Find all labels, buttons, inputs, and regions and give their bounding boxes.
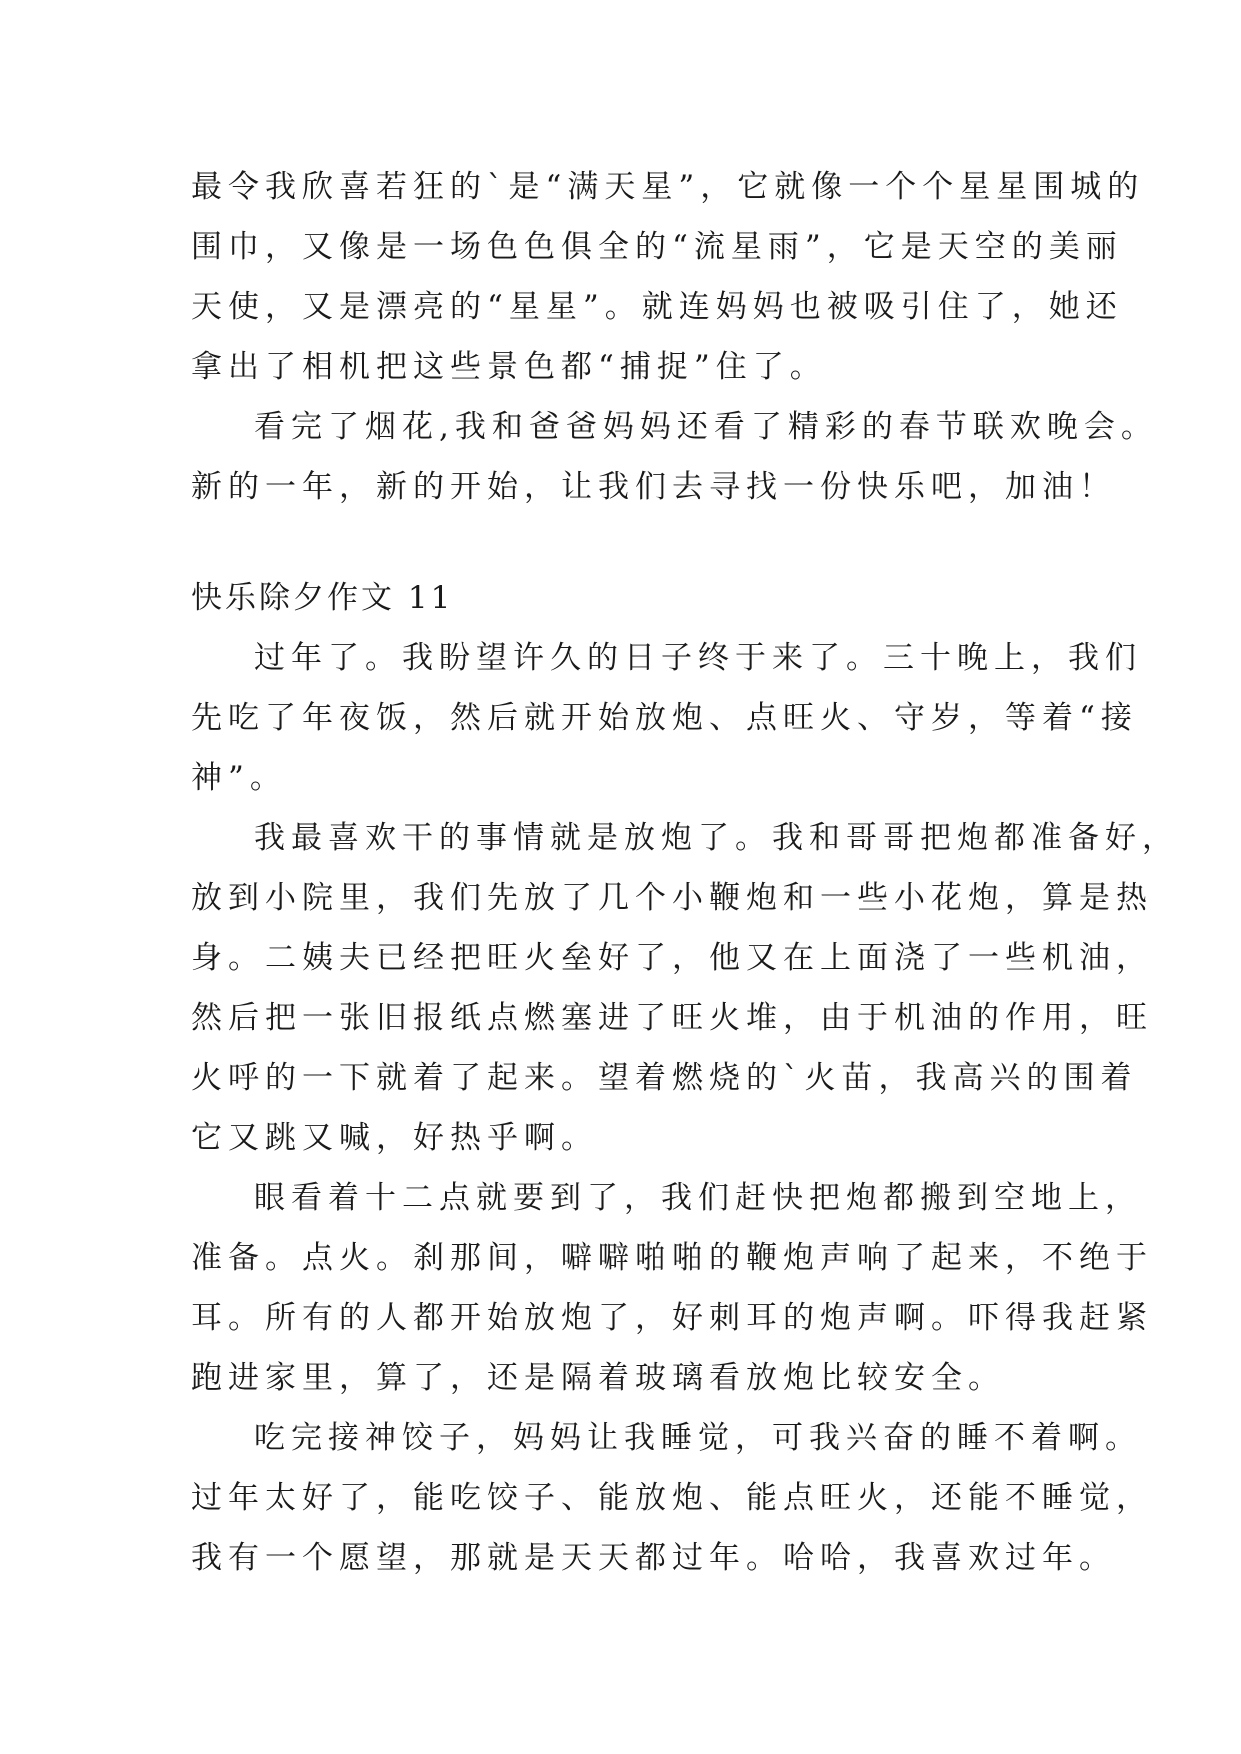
paragraph-line: 最令我欣喜若狂的`是“满天星”，它就像一个个星星围城的: [191, 169, 1145, 205]
paragraph-line: 准备。点火。刹那间，噼噼啪啪的鞭炮声响了起来，不绝于: [191, 1240, 1153, 1276]
paragraph-line: 火呼的一下就着了起来。望着燃烧的`火苗，我高兴的围着: [191, 1060, 1138, 1096]
paragraph-line: 眼看着十二点就要到了，我们赶快把炮都搬到空地上，: [254, 1180, 1142, 1216]
paragraph-line: 然后把一张旧报纸点燃塞进了旺火堆，由于机油的作用，旺: [191, 1000, 1153, 1036]
paragraph-line: 吃完接神饺子，妈妈让我睡觉，可我兴奋的睡不着啊。: [254, 1420, 1142, 1456]
section-title: 快乐除夕作文 11: [191, 580, 454, 616]
paragraph-line: 放到小院里，我们先放了几个小鞭炮和一些小花炮，算是热: [191, 880, 1153, 916]
paragraph-line: 我有一个愿望，那就是天天都过年。哈哈，我喜欢过年。: [191, 1540, 1116, 1576]
paragraph-line: 看完了烟花,我和爸爸妈妈还看了精彩的春节联欢晚会。: [254, 409, 1158, 445]
paragraph-line: 神”。: [191, 760, 287, 796]
paragraph-line: 围巾，又像是一场色色俱全的“流星雨”，它是天空的美丽: [191, 229, 1123, 265]
paragraph-line: 耳。所有的人都开始放炮了，好刺耳的炮声啊。吓得我赶紧: [191, 1300, 1153, 1336]
paragraph-line: 跑进家里，算了，还是隔着玻璃看放炮比较安全。: [191, 1360, 1005, 1396]
paragraph-line: 过年太好了，能吃饺子、能放炮、能点旺火，还能不睡觉，: [191, 1480, 1153, 1516]
paragraph-line: 先吃了年夜饭，然后就开始放炮、点旺火、守岁，等着“接: [191, 700, 1138, 736]
paragraph-line: 身。二姨夫已经把旺火垒好了，他又在上面浇了一些机油，: [191, 940, 1153, 976]
paragraph-line: 拿出了相机把这些景色都“捕捉”住了。: [191, 349, 827, 385]
paragraph-line: 我最喜欢干的事情就是放炮了。我和哥哥把炮都准备好，: [254, 820, 1179, 856]
paragraph-line: 它又跳又喊，好热乎啊。: [191, 1120, 598, 1156]
paragraph-line: 天使，又是漂亮的“星星”。就连妈妈也被吸引住了，她还: [191, 289, 1123, 325]
paragraph-line: 新的一年，新的开始，让我们去寻找一份快乐吧，加油！: [191, 469, 1116, 505]
paragraph-line: 过年了。我盼望许久的日子终于来了。三十晚上，我们: [254, 640, 1142, 676]
